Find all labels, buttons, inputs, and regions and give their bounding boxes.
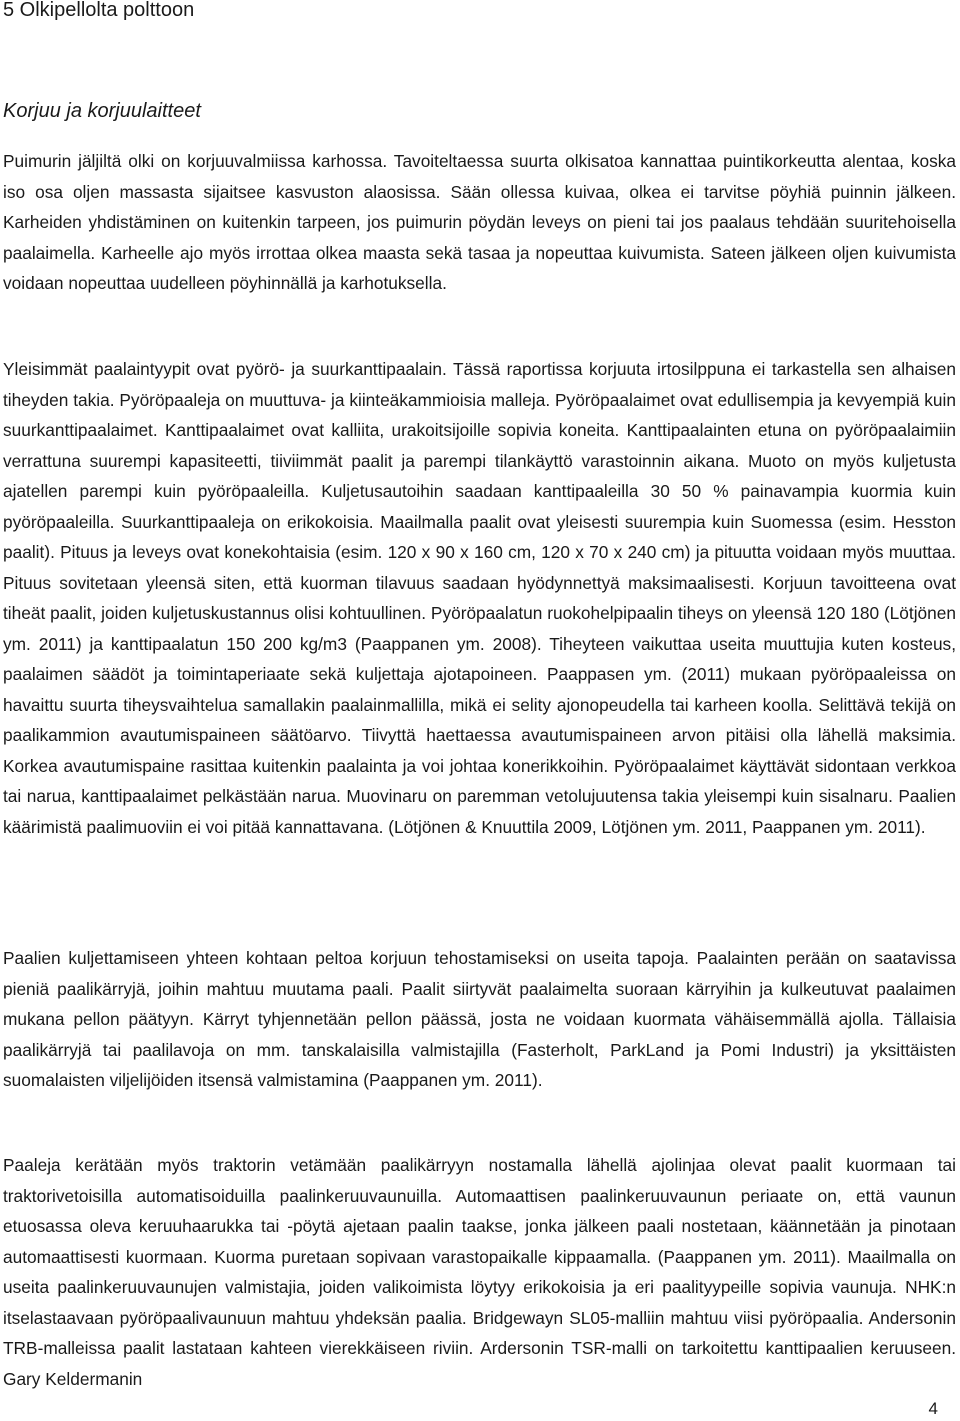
paragraph-harvest-swath: Puimurin jäljiltä olki on korjuuvalmiissa karhossa. Tavoiteltaessa suurta olkisatoa kannattaa puintikorkeutta alentaa, koska iso osa oljen massasta sijaitsee kasvuston alaosissa. Sään ollessa kuivaa, olkea ei tarvitse pöyhiä puinnin jälkeen. Karheiden yhdistäminen on kuitenkin tarpeen, jos puimurin pöydän leveys on pieni tai jos paalaus tehdään suuritehoisella paalaimella. Karheelle ajo myös irrottaa olkea maasta sekä tasaa ja nopeuttaa kuivumista. Sateen jälkeen oljen kuivumista voidaan nopeuttaa uudelleen pöyhinnällä ja karhotuksella. [3,151,956,293]
page-number: 4 [928,1399,938,1418]
paragraph-bale-collection: Paaleja kerätään myös traktorin vetämään paalikärryyn nostamalla lähellä ajolinjaa olevat paalit kuormaan tai traktorivetoisilla automatisoiduilla paalinkeruuvaunuilla. Automaattisen paalinkeruuvaunun periaate on, että vaunun etuosassa oleva keruuhaarukka tai -pöytä ajetaan paalin taakse, jonka jälkeen paali nostetaan, käännetään ja pinotaan automaattisesti kuormaan. Kuorma puretaan sopivaan varastopaikalle kippaamalla. (Paappanen ym. 2011). Maailmalla on useita paalinkeruuvaunujen valmistajia, joiden valikoimista löytyy erikokoisia ja eri paalityypeille sopivia vaunuja. NHK:n itselastaavaan pyöröpaalivaunuun mahtuu yhdeksän paalia. Bridgewayn SL05-malliin mahtuu viisi pyöröpaalia. Andersonin TRB-malleissa paalit lastataan kahteen vierekkäiseen riviin. Ardersonin TSR-malli on tarkoitettu kanttipaalien keruuseen. Gary Keldermanin [3,1155,956,1389]
subsection-heading: Korjuu ja korjuulaitteet [3,100,201,122]
paragraph-bale-transport: Paalien kuljettamiseen yhteen kohtaan peltoa korjuun tehostamiseksi on useita tapoja. Paalainten perään on saatavissa pieniä paalikärryjä, joihin mahtuu muutama paali. Paalit siirtyvät paalaimelta suoraan kärryihin ja kulkeutuvat paalaimen mukana pellon päätyyn. Kärryt tyhjennetään pellon päässä, josta ne voidaan kuormata vähäisemmällä ajolla. Tällaisia paalikärryjä tai paalilavoja on mm. tanskalaisilla valmistajilla (Fasterholt, ParkLand ja Pomi Industri) ja yksittäisten suomalaisten viljelijöiden itsensä valmistamina (Paappanen ym. 2011). [3,948,956,1090]
paragraph-baler-types: Yleisimmät paalaintyypit ovat pyörö- ja suurkanttipaalain. Tässä raportissa korjuuta irtosilppuna ei tarkastella sen alhaisen tiheyden takia. Pyöröpaaleja on muuttuva- ja kiinteäkammioisia malleja. Pyöröpaalaimet ovat edullisempia ja kevyempiä kuin suurkanttipaalaimet. Kanttipaalaimet ovat kalliita, urakoitsijoille sopivia koneita. Kanttipaalainten etuna on pyöröpaalaimiin verrattuna suurempi kapasiteetti, tiiviimmät paalit ja parempi tilankäyttö varastoinnin aikana. Muoto on myös kuljetusta ajatellen parempi kuin pyöröpaaleilla. Kuljetusautoihin saadaan kanttipaaleilla 30 50 % painavampia kuormia kuin pyöröpaaleilla. Suurkanttipaaleja on erikokoisia. Maailmalla paalit ovat yleisesti suurempia kuin Suomessa (esim. Hesston paalit). Pituus ja leveys ovat konekohtaisia (esim. 120 x 90 x 160 cm, 120 x 70 x 240 cm) ja pituutta voidaan myös muuttaa. Pituus sovitetaan yleensä siten, että kuorman tilavuus saadaan hyödynnettyä maksimaalisesti. Korjuun tavoitteena ovat tiheät paalit, joiden kuljetuskustannus olisi kohtuullinen. Pyöröpaalatun ruokohelpipaalin tiheys on yleensä 120 180 (Lötjönen ym. 2011) ja kanttipaalatun 150 200 kg/m3 (Paappanen ym. 2008). Tiheyteen vaikuttaa useita muuttujia kuten kosteus, paalaimen säädöt ja toimintaperiaate sekä kuljettaja ajotapoineen. Paappasen ym. (2011) mukaan pyöröpaaleissa on havaittu suurta tiheysvaihtelua samallakin paalainmallilla, mikä ei selity ajonopeudella tai karheen koolla. Selittävä tekijä on paalikammion avautumispaineen säätöarvo. Tiivyttä haettaessa avautumispaineen arvon pitäisi olla lähellä maksimia. Korkea avautumispaine rasittaa kuitenkin paalainta ja voi johtaa konerikkoihin. Pyöröpaalaimet käyttävät sidontaan verkkoa tai narua, kanttipaalaimet pelkästään narua. Muovinaru on paremman vetolujuutensa takia yleisempi kuin sisalnaru. Paalien käärimistä paalimuoviin ei voi pitää kannattavana. (Lötjönen & Knuuttila 2009, Lötjönen ym. 2011, Paappanen ym. 2011). [3,359,956,837]
section-heading: 5 Olkipellolta polttoon [3,0,195,21]
